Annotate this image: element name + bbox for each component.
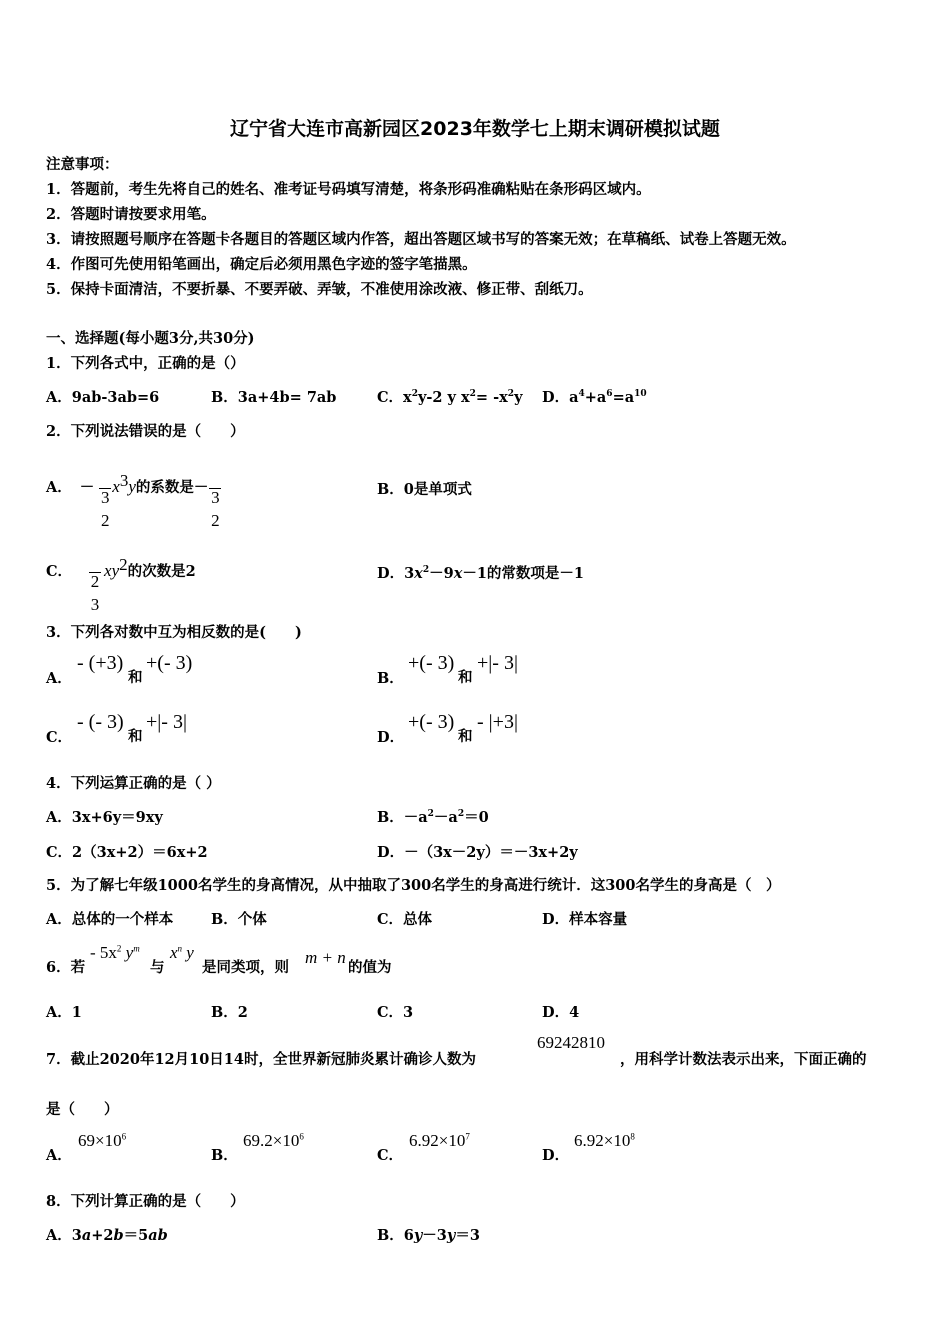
q3-option-d-expr2: - |+3| — [477, 711, 518, 733]
q6-option-d: D．4 — [542, 1004, 580, 1021]
q1-option-a: A．9ab-3ab=6 — [46, 389, 160, 406]
q2-option-a: A． － 3 2 $x^3y$的系数是－ 3 2 — [46, 471, 220, 530]
q3-option-a-expr1: - (+3) — [77, 652, 124, 674]
q7-option-a-label: A． — [46, 1147, 72, 1164]
q7-option-b-expr: $69.2\times 10^6$ — [243, 1131, 304, 1150]
q6-expr1: - $5x^2$ $y^m$ — [90, 943, 140, 962]
q5-option-c: C．总体 — [377, 911, 433, 928]
q2-option-b: B．0是单项式 — [377, 481, 472, 498]
q8-option-a: A．3a+2b＝5ab — [46, 1227, 168, 1244]
q2-option-c: C． 2 3 $xy^2$的次数是2 — [46, 555, 196, 614]
question-7-pre: 7．截止2020年12月10日14时，全世界新冠肺炎累计确诊人数为 — [46, 1051, 476, 1068]
question-5-stem: 5．为了解七年级1000名学生的身高情况，从中抽取了300名学生的身高进行统计．这300名学生的身高是（ ） — [46, 877, 781, 894]
q7-number: 69242810 — [537, 1033, 605, 1052]
q7-option-c-expr: $6.92\times 10^7$ — [409, 1131, 470, 1150]
q5-option-a: A．总体的一个样本 — [46, 911, 174, 928]
q6-expr3: m + n — [305, 948, 346, 967]
question-7-post: ，用科学计数法表示出来，下面正确的 — [620, 1051, 867, 1068]
note-item: 2．答题时请按要求用笔。 — [46, 206, 216, 223]
q6-option-b: B．2 — [211, 1004, 248, 1021]
q7-option-d-label: D． — [542, 1147, 570, 1164]
question-3-stem: 3．下列各对数中互为相反数的是( ) — [46, 624, 302, 641]
q6-option-c: C．3 — [377, 1004, 414, 1021]
page-title: 辽宁省大连市高新园区2023年数学七上期末调研模拟试题 — [230, 118, 720, 140]
q3-option-d-label: D． — [377, 729, 405, 746]
note-item: 1．答题前，考生先将自己的姓名、准考证号码填写清楚，将条形码准确粘贴在条形码区域内。 — [46, 181, 651, 198]
q5-option-b: B．个体 — [211, 911, 267, 928]
question-4-stem: 4．下列运算正确的是（ ） — [46, 775, 221, 792]
section-heading: 一、选择题(每小题3分,共30分) — [46, 330, 255, 347]
q4-option-c: C．2（3x+2）＝6x+2 — [46, 844, 208, 861]
q3-option-c-and: 和 — [128, 728, 143, 745]
q4-option-b: B．$-a^2-a^2=0$ — [377, 809, 489, 826]
q3-option-b-and: 和 — [458, 669, 473, 686]
q3-option-d-and: 和 — [458, 728, 473, 745]
q3-option-a-label: A． — [46, 670, 72, 687]
question-8-stem: 8．下列计算正确的是（ ） — [46, 1193, 245, 1210]
q6-post: 的值为 — [348, 959, 392, 976]
q4-option-a: A．3x+6y＝9xy — [46, 809, 163, 826]
q8-option-b: B．6y－3y＝3 — [377, 1227, 480, 1244]
q6-mid: 与 — [150, 959, 165, 976]
question-2-stem: 2．下列说法错误的是（ ） — [46, 423, 245, 440]
note-item: 4．作图可先使用铅笔画出，确定后必须用黑色字迹的签字笔描黑。 — [46, 256, 477, 273]
q3-option-a-expr2: +(- 3) — [146, 652, 193, 674]
q1-option-d: D．$a^4+a^6=a^{10}$ — [542, 389, 647, 406]
q2-option-d: D．$3x^2-9x-1$的常数项是－1 — [377, 565, 585, 582]
q7-option-d-expr: $6.92\times 10^8$ — [574, 1131, 635, 1150]
q3-option-b-expr2: +|- 3| — [477, 652, 518, 674]
q3-option-c-label: C． — [46, 729, 73, 746]
q7-option-a-expr: $69\times 10^6$ — [78, 1131, 127, 1150]
q4-option-d: D．－（3x－2y）＝－3x+2y — [377, 844, 578, 861]
q3-option-a-and: 和 — [128, 669, 143, 686]
q1-option-c: C．$x^2y-2$ y $x^2= -x^2y$ — [377, 389, 523, 406]
q3-option-c-expr1: - (- 3) — [77, 711, 124, 733]
q7-option-c-label: C． — [377, 1147, 404, 1164]
notes-heading: 注意事项： — [46, 156, 119, 173]
q1-option-b: B．3a+4b= 7ab — [211, 389, 337, 406]
q3-option-d-expr1: +(- 3) — [408, 711, 455, 733]
note-item: 5．保持卡面清洁，不要折暴、不要弄破、弄皱，不准使用涂改液、修正带、刮纸刀。 — [46, 281, 593, 298]
q6-expr2: $x^n$ y — [170, 943, 194, 962]
q3-option-b-label: B． — [377, 670, 404, 687]
note-item: 3．请按照题号顺序在答题卡各题目的答题区域内作答，超出答题区域书写的答案无效；在草稿纸、试卷上答题无效。 — [46, 231, 796, 248]
question-6-pre: 6．若 — [46, 959, 86, 976]
q5-option-d: D．样本容量 — [542, 911, 628, 928]
q3-option-b-expr1: +(- 3) — [408, 652, 455, 674]
question-1-stem: 1．下列各式中，正确的是（） — [46, 355, 245, 372]
q7-option-b-label: B． — [211, 1147, 238, 1164]
question-7-cont: 是（ ） — [46, 1101, 119, 1118]
q3-option-c-expr2: +|- 3| — [146, 711, 187, 733]
q6-mid2: 是同类项，则 — [202, 959, 289, 976]
q6-option-a: A．1 — [46, 1004, 82, 1021]
